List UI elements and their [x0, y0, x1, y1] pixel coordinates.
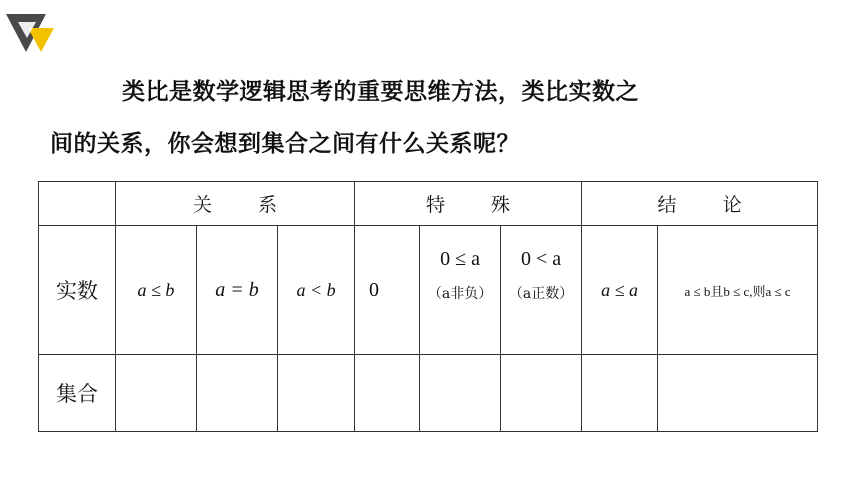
cell-zero-lt-a: [501, 226, 582, 355]
intro-paragraph: [40, 66, 800, 170]
set-cell-8: [658, 355, 818, 432]
intro-line-1: 类比是数学逻辑思考的重要思维方法，类比实数之: [122, 79, 639, 105]
a-le-a-text: a ≤ a: [601, 279, 638, 300]
cell-zero-le-a: [420, 226, 501, 355]
header-relation: 关 系: [116, 182, 355, 226]
set-cell-5: [420, 355, 501, 432]
logo-triangle-icon: [6, 14, 62, 60]
zero-le-a-text: 0 ≤ a: [440, 248, 480, 270]
comparison-table: [38, 181, 818, 432]
corner-cell: [39, 182, 116, 226]
cell-le: [116, 226, 197, 355]
row-label-set: 集合: [39, 355, 116, 432]
eq-text: a = b: [215, 278, 259, 301]
positive-note: （a正数）: [508, 286, 574, 302]
cell-a-le-a: [582, 226, 658, 355]
zero-lt-a-text: 0 < a: [520, 248, 562, 270]
cell-lt: [278, 226, 355, 355]
set-cell-7: [582, 355, 658, 432]
cell-transitive: a ≤ b且b ≤ c,则a ≤ c: [658, 226, 818, 355]
set-row: [39, 355, 818, 432]
set-cell-4: [355, 355, 420, 432]
real-number-row: [39, 226, 818, 355]
intro-line-2: 间的关系，你会想到集合之间有什么关系呢？: [50, 131, 520, 157]
lt-text: a < b: [296, 279, 336, 300]
row-label-real: 实数: [39, 226, 116, 355]
cell-eq: [197, 226, 278, 355]
set-cell-3: [278, 355, 355, 432]
set-cell-2: [197, 355, 278, 432]
le-text: a ≤ b: [137, 279, 175, 300]
nonneg-note: （a非负）: [427, 286, 493, 302]
header-conclusion: 结 论: [582, 182, 818, 226]
header-special: 特 殊: [355, 182, 582, 226]
cell-zero: 0: [355, 226, 420, 355]
header-row: [39, 182, 818, 226]
set-cell-6: [501, 355, 582, 432]
set-cell-1: [116, 355, 197, 432]
